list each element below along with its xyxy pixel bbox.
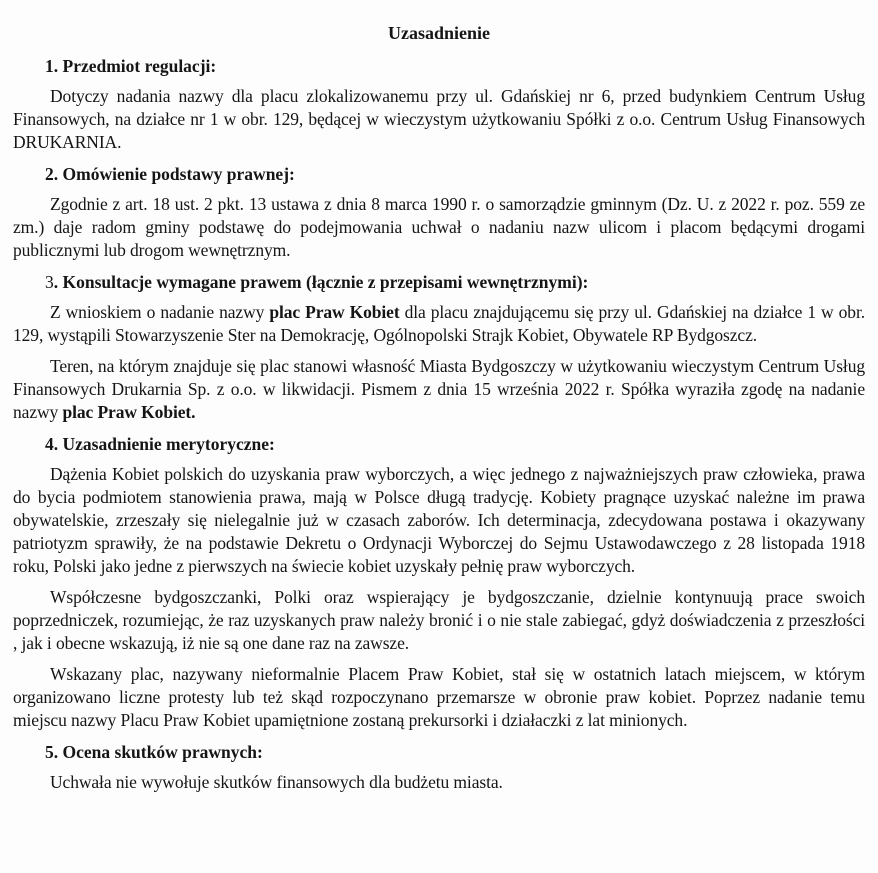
paragraph-section4-contemporary: [13, 586, 865, 655]
paragraph-section3-request: [13, 301, 865, 347]
paragraph-section5: [13, 771, 865, 794]
text-run: Dążenia Kobiet polskich do uzyskania praw wyborczych, a więc jednego z najważniejszych praw człowieka, prawa do bycia podmiotem stanowienia prawa, mają w Polsce długą tradycję. Kobiety pragnące uzyskać należne im prawa obywatelskie, zrzeszały się nielegalnie już w czasach zaborów. Ich determinacja, zdecydowana postawa i okazywany patriotyzm sprawiły, że na podstawie Dekretu o Ordynacji Wyborczej do Sejmu Ustawodawczego z 28 listopada 1918 roku, Polski jako jedne z pierwszych na świecie kobiet uzyskały pełnię praw wyborczych.: [13, 464, 865, 576]
paragraph-section1: [13, 85, 865, 154]
text-run: Z wnioskiem o nadanie nazwy: [50, 302, 270, 322]
text-run: Współczesne bydgoszczanki, Polki oraz wspierający je bydgoszczanie, dzielnie kontynuują prace swoich poprzedniczek, rozumiejąc, że raz uzyskanych praw należy bronić i o nie stale zabiegać, gdyż doświadczenia z przeszłości , jak i obecne wskazują, iż nie są one dane raz na zawsze.: [13, 587, 865, 653]
bold-text-run: 2. Omówienie podstawy prawnej:: [45, 164, 295, 184]
text-run: 3: [45, 272, 54, 292]
bold-text-run: 4. Uzasadnienie merytoryczne:: [45, 434, 275, 454]
bold-text-run: 1. Przedmiot regulacji:: [45, 56, 217, 76]
bold-text-run: . Konsultacje wymagane prawem (łącznie z przepisami wewnętrznymi):: [53, 272, 589, 292]
section-heading-4: [45, 433, 865, 456]
section-heading-2: [45, 163, 865, 186]
text-run: Teren, na którym znajduje się plac stanowi własność Miasta Bydgoszczy w użytkowaniu wieczystym Centrum Usług Finansowych Drukarnia Sp. z o.o. w likwidacji. Pismem z dnia 15 września 2022 r. Spółka wyraziła zgodę na nadanie nazwy: [13, 356, 865, 422]
document-title: Uzasadnienie: [387, 23, 490, 43]
bold-text-run: 5. Ocena skutków prawnych:: [45, 742, 263, 762]
paragraph-section2: [13, 193, 865, 262]
text-run: Zgodnie z art. 18 ust. 2 pkt. 13 ustawa z dnia 8 marca 1990 r. o samorządzie gminnym (Dz. U. z 2022 r. poz. 559 ze zm.) daje radom gminy podstawę do podejmowania uchwał o nadaniu nazw ulicom i placom będącymi drogami publicznymi lub drogom wewnętrznym.: [13, 194, 865, 260]
bold-text-run: plac Praw Kobiet.: [62, 402, 196, 422]
text-run: Wskazany plac, nazywany nieformalnie Placem Praw Kobiet, stał się w ostatnich latach miejscem, w którym organizowano liczne protesty lub też skąd rozpoczynano przemarsze w obronie praw kobiet. Poprzez nadanie temu miejscu nazwy Placu Praw Kobiet upamiętnione zostaną prekursorki i działaczki z lat minionych.: [13, 664, 865, 730]
section-heading-3: [45, 271, 865, 294]
section-heading-5: [45, 741, 865, 764]
bold-text-run: plac Praw Kobiet: [269, 302, 400, 322]
text-run: Dotyczy nadania nazwy dla placu zlokalizowanemu przy ul. Gdańskiej nr 6, przed budynkiem Centrum Usług Finansowych, na działce nr 1 w obr. 129, będącej w wieczystym użytkowaniu Spółki z o.o. Centrum Usług Finansowych DRUKARNIA.: [13, 86, 865, 152]
paragraph-section3-ownership: [13, 355, 865, 424]
section-heading-1: [45, 55, 865, 78]
text-run: Uchwała nie wywołuje skutków finansowych dla budżetu miasta.: [50, 772, 503, 792]
paragraph-section4-square: [13, 663, 865, 732]
text-run: dla placu znajdującemu się przy ul. Gdańskiej na działce 1 w obr. 129, wystąpili Stowarzyszenie Ster na Demokrację, Ogólnopolski Strajk Kobiet, Obywatele RP Bydgoszcz.: [13, 302, 865, 345]
paragraph-section4-history: [13, 463, 865, 578]
